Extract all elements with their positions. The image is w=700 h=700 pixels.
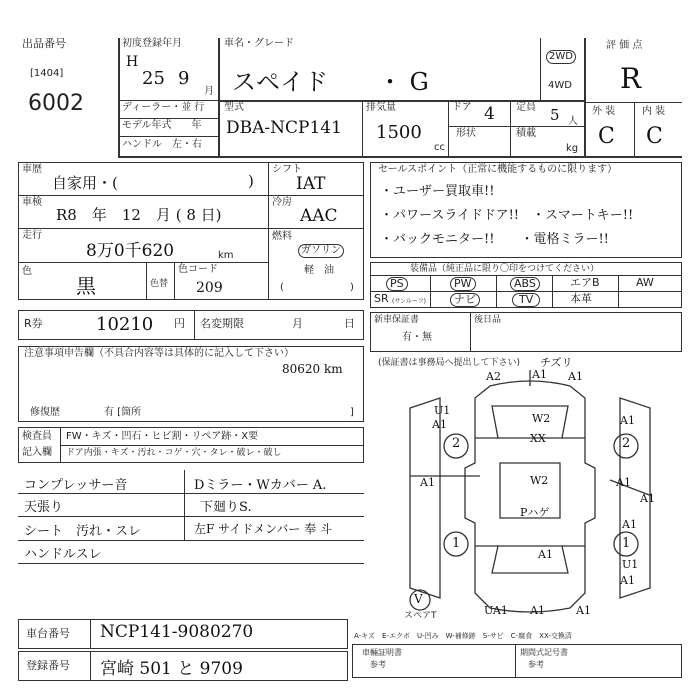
damage-legend: A-キズ E-エクボ U-凹み W-補修跡 S-サビ C-腐食 XX-交換済 [354,632,572,640]
equip-tv: TV [512,293,540,307]
inspect-label: 車検 [22,197,42,208]
score: R [620,62,642,95]
mark-circle-right1: 1 [622,536,631,551]
sales-line-1: ・ユーザー買取車!! [380,184,495,199]
expiry-day: 日 [344,317,355,330]
mark-u1-left: U1 [434,404,451,417]
mark-w2-roof: W2 [530,474,549,487]
ext-label: 外 装 [592,106,616,117]
disp-unit: cc [434,142,445,153]
expiry-label: 名変期限 [200,317,244,330]
use-close: ) [248,172,254,190]
mileage-label: 走行 [22,230,42,241]
disp-label: 排気量 [366,102,396,113]
mark-a1-b1: A1 [530,604,545,617]
mark-xx: XX [530,432,546,445]
reg-era: H [126,54,139,70]
mark-top-a1a: A1 [532,368,547,381]
reg-year: 25 [142,68,165,89]
remark-right-2: 下廻りS. [200,500,252,515]
mark-u1-right: U1 [622,558,639,571]
equip-abs: ABS [510,277,540,291]
diagram-title: (保証書は事務局へ提出して下さい) [378,358,521,368]
remark-right-3: 左F サイドメンバー 奉 斗 [194,522,332,536]
mark-circle-left1: 1 [452,536,461,551]
name-label: 車名・グレード [224,38,294,49]
dealer-label: ディーラー・並 行 [122,102,205,113]
warranty-new-value: 有・無 [402,332,432,343]
use-value: 自家用・( [52,174,118,192]
mark-circle-left2: 2 [452,436,461,451]
mark-top-a1b: A1 [568,370,583,383]
equipment-title: 装備品（純正品に限り〇印をつけてください） [410,264,600,274]
inspector-label-2: 記入欄 [22,447,52,458]
equip-sr-sub: (サンルーフ) [392,298,426,305]
seal-label-2: 参考 [370,660,386,669]
repair-close: ] [350,407,354,418]
fixed-label-1: 期間式記号書 [520,648,568,657]
load-unit: kg [566,143,579,154]
shift-label: シフト [272,164,302,175]
remark-left-3: シート 汚れ・スレ [24,524,142,539]
seal-label-1: 車輛証明書 [362,648,402,657]
sales-line-3: ・バックモニター!! ・電格ミラー!! [380,232,609,247]
mark-w2-front: W2 [532,412,551,425]
registration-value: 宮崎 501 と 9709 [100,659,243,679]
chassis-label: 車台番号 [26,627,70,640]
fuel-paren-left: ( [280,282,284,293]
warranty-new-label: 新車保証書 [374,315,420,325]
mark-a1-roof-right: A1 [616,476,631,489]
lot-code: [1404] [30,68,64,79]
inspect-value: R8 年 12 月 ( 8 日) [56,206,222,224]
color-code: 209 [196,280,223,296]
spare-label: スペアT [404,611,437,621]
shape-label: 形状 [456,128,476,139]
seats: 5 [550,106,560,124]
remark-left-4: ハンドルスレ [24,547,102,562]
remark-left-1: コンプレッサー音 [24,478,128,493]
equip-leather: 本革 [570,292,592,305]
int-label: 内 装 [642,106,666,117]
equip-navi: ナビ [450,293,480,307]
inspector-row-1: FW・キズ・凹石・ヒビ割・リペア跡・X要 [66,431,259,442]
drive-4wd: 4WD [548,80,572,91]
handle-label: ハンドル 左・右 [122,139,202,150]
car-name: スペイド [232,68,328,96]
ext-grade: C [598,124,615,149]
recycle-value: 10210 [96,314,154,335]
score-label: 評 価 点 [606,40,643,51]
mark-chisuri: チズリ [540,356,573,369]
mark-a1-left1: A1 [432,418,447,431]
fuel-gas: ガソリン [298,244,344,258]
reg-label: 初度登録年月 [122,38,182,49]
lot-label: 出品番号 [22,37,66,50]
equip-sr: SR [374,292,389,305]
lot-number: 6002 [28,91,84,116]
fixed-label-2: 参考 [528,660,544,669]
mark-top-a2: A2 [486,370,501,383]
displacement: 1500 [376,122,422,143]
notes-mileage: 80620 km [282,362,343,376]
int-grade: C [646,124,663,149]
rear-window [492,546,568,573]
remark-left-2: 天張り [24,500,64,515]
fuel-label: 燃料 [272,231,292,242]
equip-ps: PS [386,277,408,291]
equip-airbag: エアB [570,276,600,289]
mileage-unit: km [218,250,234,261]
repair-label: 修復歴 [30,407,60,418]
mark-a1-right1: A1 [620,414,635,427]
fuel-paren-right: ) [350,282,354,293]
notes-title: 注意事項申告欄（不具合内容等は具体的に記入して下さい） [24,348,294,359]
sales-title: セールスポイント（正常に機能するものに限ります） [378,164,618,175]
mark-a1-bottom-center: A1 [538,548,553,561]
sales-line-2: ・パワースライドドア!! ・スマートキー!! [380,208,634,223]
car-outline [465,381,595,612]
type-label: 型式 [224,102,244,113]
equip-aw: AW [636,276,654,289]
doors: 4 [484,104,495,124]
shift-value: IAT [296,174,326,194]
recycle-box [18,310,364,340]
use-label: 車歴 [22,164,42,175]
model-year-label: モデル年式 年 [122,120,202,131]
mark-spare-v: V [414,592,423,606]
seat-label: 定員 [516,102,536,113]
mark-a1-left-mid: A1 [420,476,435,489]
mark-circle-right2: 2 [622,436,631,451]
mark-ua1: UA1 [484,604,508,617]
reg-month-unit: 月 [204,86,214,97]
registration-label: 登録番号 [26,659,70,672]
inspector-row-2: ドア内張・キズ・汚れ・コゲ・穴・タレ・破レ・破し [66,448,282,458]
inspector-label-1: 検査員 [22,431,52,442]
ac-value: AAC [300,206,338,226]
color-label: 色 [22,266,32,277]
color-no-label: 色替 [150,279,169,289]
mark-a1-right-bot: A1 [620,574,635,587]
fuel-light: 軽 油 [304,265,334,276]
mark-a1-b2: A1 [576,604,591,617]
mark-p-hage: Pハゲ [520,506,550,519]
recycle-unit: 円 [174,317,185,330]
drive-2wd: 2WD [546,50,576,64]
color-code-label: 色コード [178,264,218,275]
mark-a1-right-low: A1 [622,518,637,531]
warranty-after-label: 後日品 [474,315,502,325]
remark-right-1: Dミラー・Wカバー A. [194,478,327,493]
color-value: 黒 [76,274,96,298]
seat-unit: 人 [568,116,578,127]
recycle-label: R券 [24,317,43,330]
expiry-month: 月 [292,317,303,330]
car-grade: ・ G [378,68,429,96]
door-label: ドア [452,102,472,113]
car-diagram [380,368,680,628]
ac-label: 冷房 [272,197,292,208]
mileage-value: 8万0千620 [86,241,175,261]
reg-month: 9 [178,68,190,89]
repair-value: 有 [箇所 [104,407,142,418]
load-label: 積載 [516,128,536,139]
mark-a1-right-mid: A1 [640,492,655,505]
equip-pw: PW [450,277,476,291]
chassis-value: NCP141-9080270 [100,622,254,642]
model-code: DBA-NCP141 [226,118,342,138]
